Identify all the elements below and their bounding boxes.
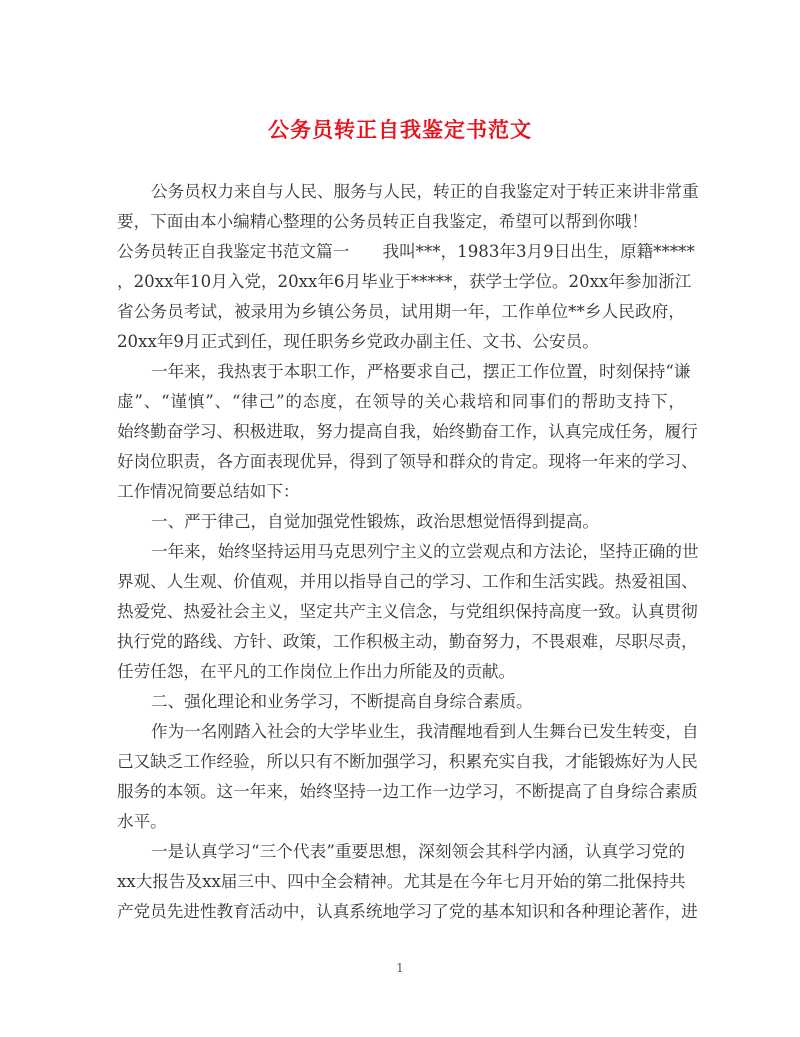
text-line: 产党员先进性教育活动中，认真系统地学习了党的基本知识和各种理论著作，进 bbox=[117, 902, 698, 921]
text-line: 始终勤奋学习、积极进取，努力提高自我，始终勤奋工作，认真完成任务，履行 bbox=[117, 422, 698, 441]
text-line: ，20xx年10月入党，20xx年6月毕业于*****，获学士学位。20xx年参加浙江 bbox=[117, 272, 692, 291]
text-line: 二、强化理论和业务学习，不断提高自身综合素质。 bbox=[151, 692, 533, 711]
text-line: 一年来，始终坚持运用马克思列宁主义的立尝观点和方法论，坚持正确的世 bbox=[151, 542, 699, 561]
text-line: 执行党的路线、方针、政策，工作积极主动，勤奋努力，不畏艰难，尽职尽责， bbox=[117, 632, 698, 651]
text-line: 工作情况简要总结如下： bbox=[117, 482, 300, 501]
text-line: 热爱党、热爱社会主义，坚定共产主义信念，与党组织保持高度一致。认真贯彻 bbox=[117, 602, 698, 621]
text-line: 一、严于律己，自觉加强党性锻炼，政治思想觉悟得到提高。 bbox=[151, 512, 600, 531]
document-title: 公务员转正自我鉴定书范文 bbox=[268, 118, 532, 142]
text-line: 要，下面由本小编精心整理的公务员转正自我鉴定，希望可以帮到你哦！ bbox=[117, 212, 648, 231]
text-line: 一是认真学习“三个代表”重要思想，深刻领会其科学内涵，认真学习党的 bbox=[151, 842, 685, 861]
text-line: 好岗位职责，各方面表现优异，得到了领导和群众的肯定。现将一年来的学习、 bbox=[117, 452, 698, 471]
text-line: 公务员转正自我鉴定书范文篇一 我叫***，1983年3月9日出生，原籍***** bbox=[117, 242, 695, 261]
text-line: 公务员权力来自与人民、服务与人民，转正的自我鉴定对于转正来讲非常重 bbox=[151, 182, 699, 201]
text-line: 一年来，我热衷于本职工作，严格要求自己，摆正工作位置，时刻保持“谦 bbox=[151, 362, 691, 381]
text-line: xx大报告及xx届三中、四中全会精神。尤其是在今年七月开始的第二批保持共 bbox=[117, 872, 686, 891]
text-line: 己又缺乏工作经验，所以只有不断加强学习，积累充实自我，才能锻炼好为人民 bbox=[117, 752, 698, 771]
text-line: 界观、人生观、价值观，并用以指导自己的学习、工作和生活实践。热爱祖国、 bbox=[117, 572, 698, 591]
text-line: 虚”、“谨慎”、“律己”的态度，在领导的关心栽培和同事们的帮助支持下， bbox=[117, 392, 685, 411]
text-line: 作为一名刚踏入社会的大学毕业生，我清醒地看到人生舞台已发生转变，自 bbox=[151, 722, 699, 741]
text-line: 服务的本领。这一年来，始终坚持一边工作一边学习，不断提高了自身综合素质 bbox=[117, 782, 698, 801]
document-body bbox=[117, 177, 699, 927]
text-line: 任劳任怨，在平凡的工作岗位上作出力所能及的贡献。 bbox=[117, 662, 516, 681]
text-line: 水平。 bbox=[117, 812, 167, 831]
page-number: 1 bbox=[396, 961, 404, 975]
text-line: 20xx年9月正式到任，现任职务乡党政办副主任、文书、公安员。 bbox=[117, 332, 599, 351]
text-line: 省公务员考试，被录用为乡镇公务员，试用期一年，工作单位**乡人民政府， bbox=[117, 302, 685, 321]
